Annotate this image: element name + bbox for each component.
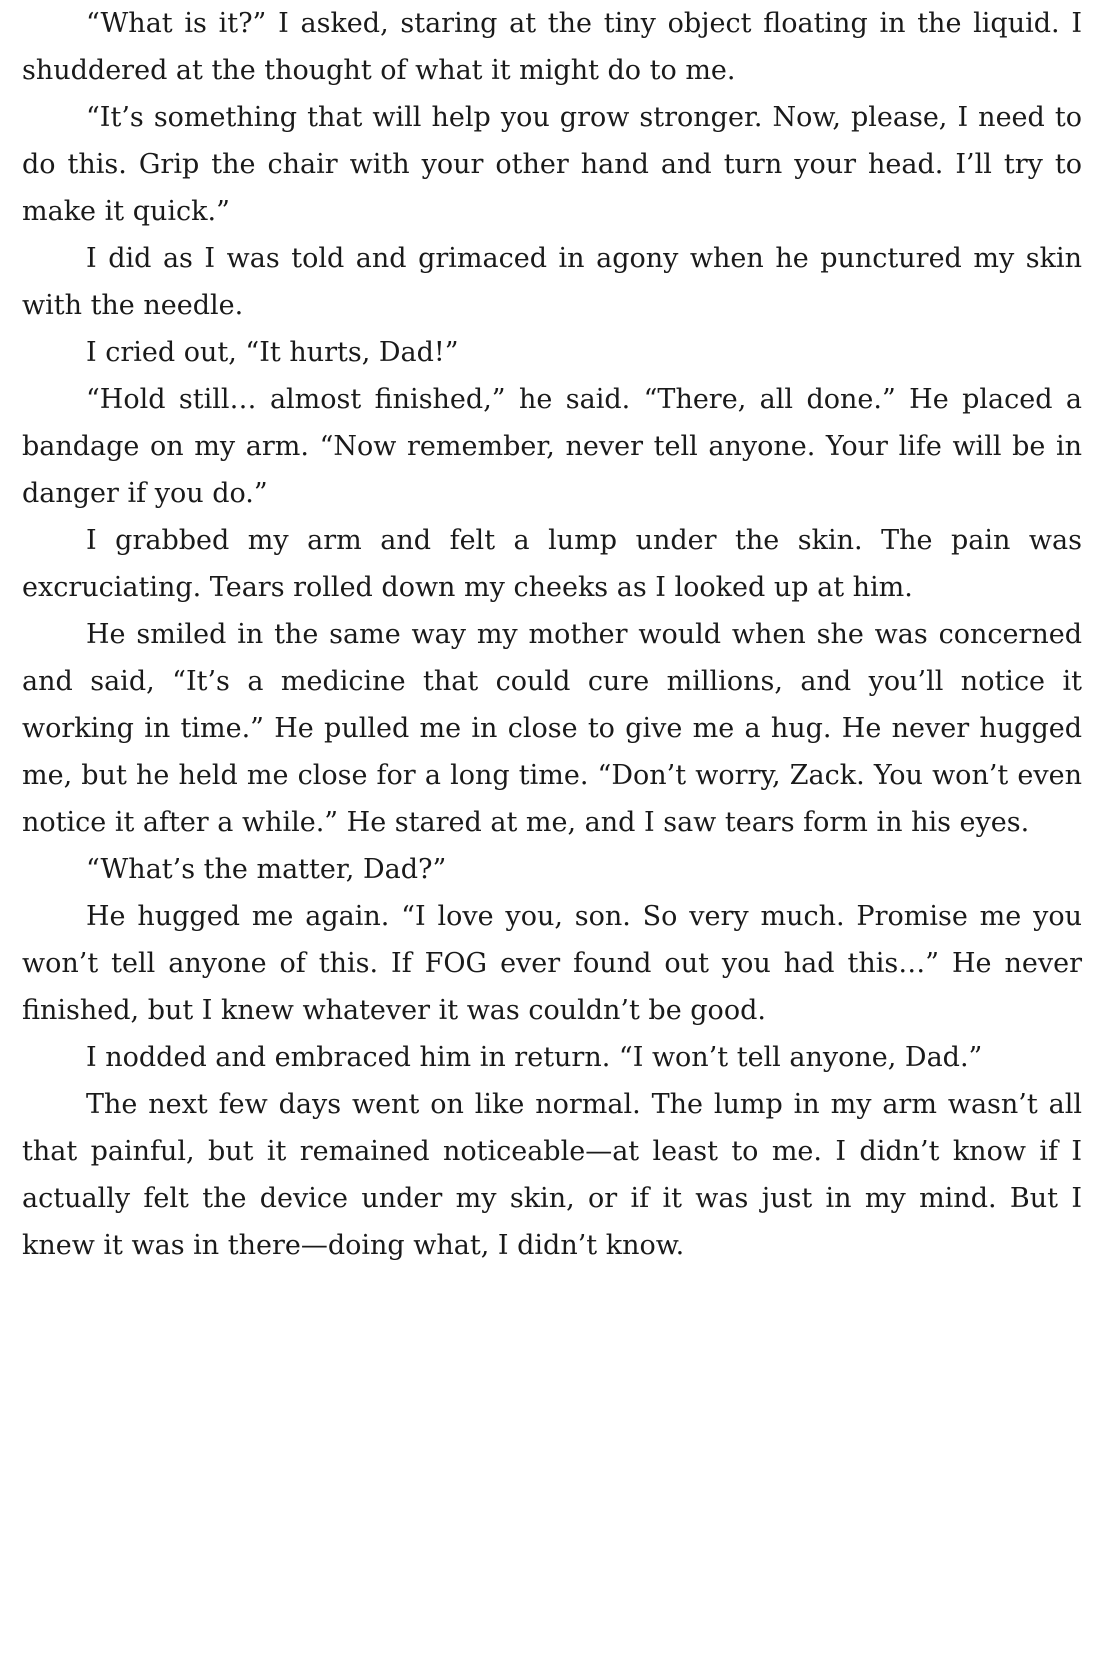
paragraph: I nodded and embraced him in return. “I won’t tell anyone, Dad.” xyxy=(86,1042,983,1073)
paragraph: I cried out, “It hurts, Dad!” xyxy=(86,337,459,368)
paragraph: The next few days went on like normal. The lump in my arm wasn’t all that painful, but it remained noticeable—at least to me. I didn’t know if I actually felt the device under my skin, or if it was just in my mind. But I knew it was in there—doing what, I didn’t know. xyxy=(22,1089,1082,1261)
paragraph: “Hold still… almost finished,” he said. “There, all done.” He placed a bandage on my arm. “Now remember, never tell anyone. Your life will be in danger if you do.” xyxy=(22,384,1082,509)
paragraph: “What’s the matter, Dad?” xyxy=(86,854,447,885)
page-body xyxy=(22,0,1082,1269)
paragraph: “What is it?” I asked, staring at the tiny object floating in the liquid. I shuddered at the thought of what it might do to me. xyxy=(22,8,1082,86)
paragraph: He hugged me again. “I love you, son. So very much. Promise me you won’t tell anyone of this. If FOG ever found out you had this…” He never finished, but I knew whatever it was couldn’t be good. xyxy=(22,901,1082,1026)
paragraph: “It’s something that will help you grow stronger. Now, please, I need to do this. Grip the chair with your other hand and turn your head. I’ll try to make it quick.” xyxy=(22,102,1082,227)
paragraph: I grabbed my arm and felt a lump under the skin. The pain was excruciating. Tears rolled down my cheeks as I looked up at him. xyxy=(22,525,1082,603)
paragraph: I did as I was told and grimaced in agony when he punctured my skin with the needle. xyxy=(22,243,1082,321)
paragraph: He smiled in the same way my mother would when she was concerned and said, “It’s a medicine that could cure millions, and you’ll notice it working in time.” He pulled me in close to give me a hug. He never hugged me, but he held me close for a long time. “Don’t worry, Zack. You won’t even notice it after a while.” He stared at me, and I saw tears form in his eyes. xyxy=(22,619,1082,838)
